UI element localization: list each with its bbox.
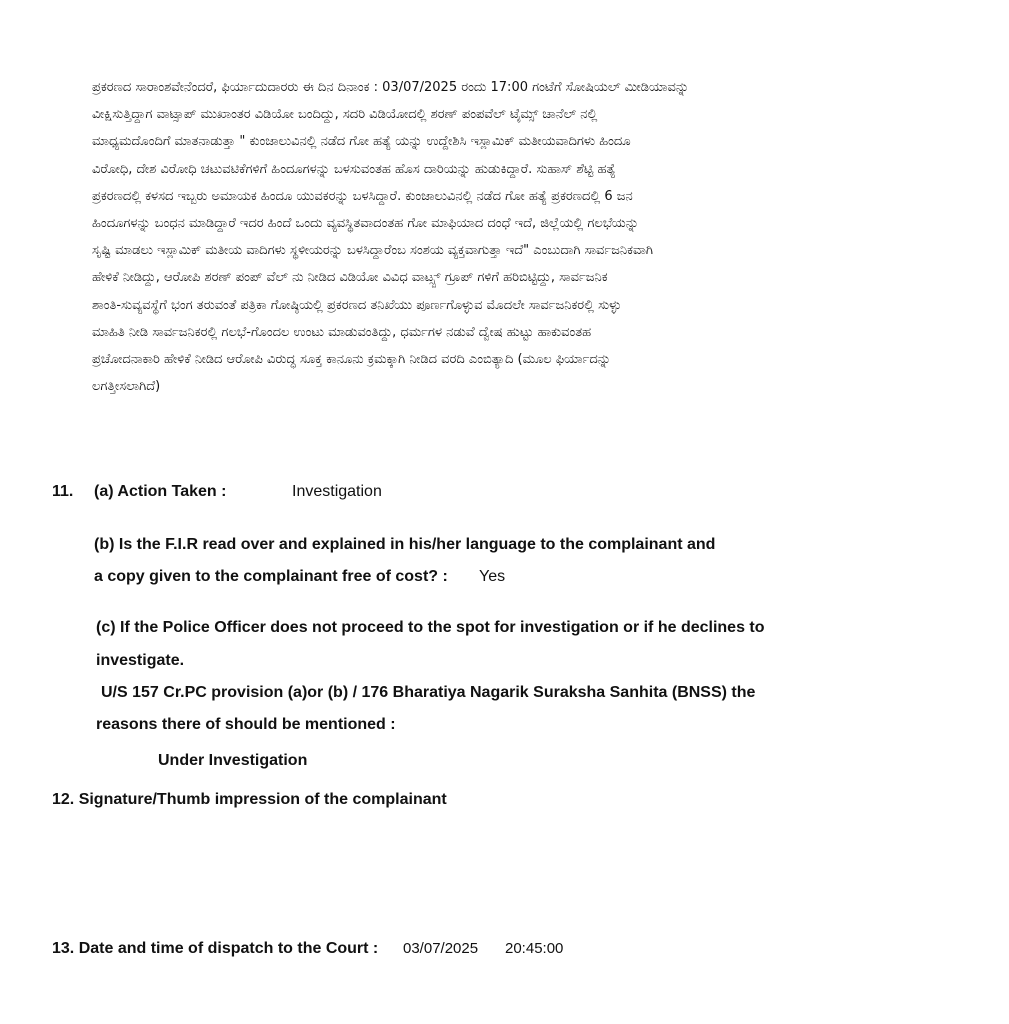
officer-not-proceed-label: (c) If the Police Officer does not proceed to the spot for investigation or if he declines to xyxy=(96,619,765,636)
dispatch-date: 03/07/2025 xyxy=(403,940,479,957)
summary-line: ಮಾಹಿತಿ ನೀಡಿ ಸಾರ್ವಜನಿಕರಲ್ಲಿ ಗಲಭೆ-ಗೊಂದಲ ಉಂಟು ಮಾಡುವಂತಿದ್ದು, ಧರ್ಮಗಳ ನಡುವೆ ದ್ವೇಷ ಹುಟ್ಟು ಹಾಕುವಂತಹ xyxy=(92,324,592,340)
summary-line: ಹಿಂದೂಗಳನ್ನು ಬಂಧನ ಮಾಡಿದ್ದಾರೆ ಇದರ ಹಿಂದೆ ಒಂದು ವ್ಯವಸ್ಥಿತವಾದಂತಹ ಗೋ ಮಾಫಿಯಾದ ದಂಧೆ ಇದೆ, ಜಿಲ್ಲೆಯಲ್ಲಿ ಗಲಭೆಯನ್ನು xyxy=(92,216,639,232)
reasons-value: Under Investigation xyxy=(158,752,308,769)
dispatch-to-court-label: 13. Date and time of dispatch to the Court : xyxy=(52,940,379,957)
action-taken-value: Investigation xyxy=(292,483,382,500)
bnss-provision-label: U/S 157 Cr.PC provision (a)or (b) / 176 Bharatiya Nagarik Suraksha Sanhita (BNSS) the xyxy=(101,684,756,701)
case-summary-paragraph xyxy=(92,74,942,400)
complainant-signature-label: 12. Signature/Thumb impression of the complainant xyxy=(52,791,447,808)
officer-not-proceed-label-cont: investigate. xyxy=(96,652,185,669)
summary-line: ಪ್ರಚೋದನಾಕಾರಿ ಹೇಳಿಕೆ ನೀಡಿದ ಆರೋಪಿ ವಿರುದ್ಧ ಸೂಕ್ತ ಕಾನೂನು ಕ್ರಮಕ್ಕಾಗಿ ನೀಡಿದ ವರದಿ ಎಂಬಿತ್ಯಾದಿ (ಮೂಲ ಫಿರ್ಯಾದನ್ನು xyxy=(92,352,611,368)
fir-copy-given-label: a copy given to the complainant free of cost? : xyxy=(94,568,448,585)
summary-line: ವೀಕ್ಷಿಸುತ್ತಿದ್ದಾಗ ವಾಟ್ಸಾಪ್ ಮುಖಾಂತರ ವಿಡಿಯೋ ಬಂದಿದ್ದು, ಸದರಿ ವಿಡಿಯೋದಲ್ಲಿ ಶರಣ್ ಪಂಪವೆಲ್ ಟೈಮ್ಸ್ ಚಾನೆಲ್ ನಲ್ಲಿ xyxy=(92,107,598,123)
item-11-number: 11. xyxy=(52,483,74,500)
reasons-label: reasons there of should be mentioned : xyxy=(96,716,396,733)
summary-line: ಶಾಂತಿ-ಸುವ್ಯವಸ್ಥೆಗೆ ಭಂಗ ತರುವಂತೆ ಪತ್ರಿಕಾ ಗೋಷ್ಠಿಯಲ್ಲಿ ಪ್ರಕರಣದ ತನಿಖೆಯು ಪೂರ್ಣಗೊಳ್ಳುವ ಮೊದಲೇ ಸಾರ್ವಜನಿಕರಲ್ಲಿ ಸುಳ್ಳು xyxy=(92,297,622,313)
dispatch-time: 20:45:00 xyxy=(505,940,564,957)
fir-copy-given-value: Yes xyxy=(479,568,506,585)
summary-line: ಲಗತ್ತೀಸಲಾಗಿದೆ) xyxy=(92,379,161,395)
summary-line: ಪ್ರಕರಣದಲ್ಲಿ ಕಳಸದ ಇಬ್ಬರು ಅಮಾಯಕ ಹಿಂದೂ ಯುವಕರನ್ನು ಬಳಸಿದ್ದಾರೆ. ಕುಂಜಾಲುವಿನಲ್ಲಿ ನಡೆದ ಗೋ ಹತ್ಯೆ ಪ್ರಕರಣದಲ್ಲಿ 6 ಜನ xyxy=(92,188,633,204)
summary-line: ಮಾಧ್ಯಮದೊಂದಿಗೆ ಮಾತನಾಡುತ್ತಾ " ಕುಂಜಾಲುವಿನಲ್ಲಿ ನಡೆದ ಗೋ ಹತ್ಯೆ ಯನ್ನು ಉದ್ದೇಶಿಸಿ ಇಸ್ಲಾಮಿಕ್ ಮತೀಯವಾದಿಗಳು ಹಿಂದೂ xyxy=(92,134,631,150)
summary-line: ಪ್ರಕರಣದ ಸಾರಾಂಶವೇನೆಂದರೆ, ಫಿರ್ಯಾದುದಾರರು ಈ ದಿನ ದಿನಾಂಕ : 03/07/2025 ರಂದು 17:00 ಗಂಟೆಗೆ ಸೋಷಿಯಲ್ ಮೀಡಿಯಾವನ್ನು xyxy=(92,80,689,95)
summary-line: ಸೃಷ್ಟಿ ಮಾಡಲು ಇಸ್ಲಾಮಿಕ್ ಮತೀಯ ವಾದಿಗಳು ಸ್ಥಳೀಯರನ್ನು ಬಳಸಿದ್ದಾರೆಂಬ ಸಂಶಯ ವ್ಯಕ್ತವಾಗುತ್ತಾ ಇದೆ" ಎಂಬುದಾಗಿ ಸಾರ್ವಜನಿಕವಾಗಿ xyxy=(92,243,653,259)
summary-line: ವಿರೋಧಿ, ದೇಶ ವಿರೋಧಿ ಚಟುವಟಿಕೆಗಳಿಗೆ ಹಿಂದೂಗಳನ್ನು ಬಳಸುವಂತಹ ಹೊಸ ದಾರಿಯನ್ನು ಹುಡುಕಿದ್ದಾರೆ. ಸುಹಾಸ್ ಶೆಟ್ಟಿ ಹತ್ಯೆ xyxy=(92,161,616,177)
summary-line: ಹೇಳಿಕೆ ನೀಡಿದ್ದು, ಆರೋಪಿ ಶರಣ್ ಪಂಪ್ ವೆಲ್ ನು ನೀಡಿದ ವಿಡಿಯೋ ವಿವಿಧ ವಾಟ್ಸ್ಪ್ ಗ್ರೂಪ್ ಗಳಿಗೆ ಹರಿಬಿಟ್ಟಿದ್ದು, ಸಾರ್ವಜನಿಕ xyxy=(92,270,608,286)
fir-read-over-label: (b) Is the F.I.R read over and explained in his/her language to the complainant and xyxy=(94,536,716,553)
action-taken-label: (a) Action Taken : xyxy=(94,483,227,500)
